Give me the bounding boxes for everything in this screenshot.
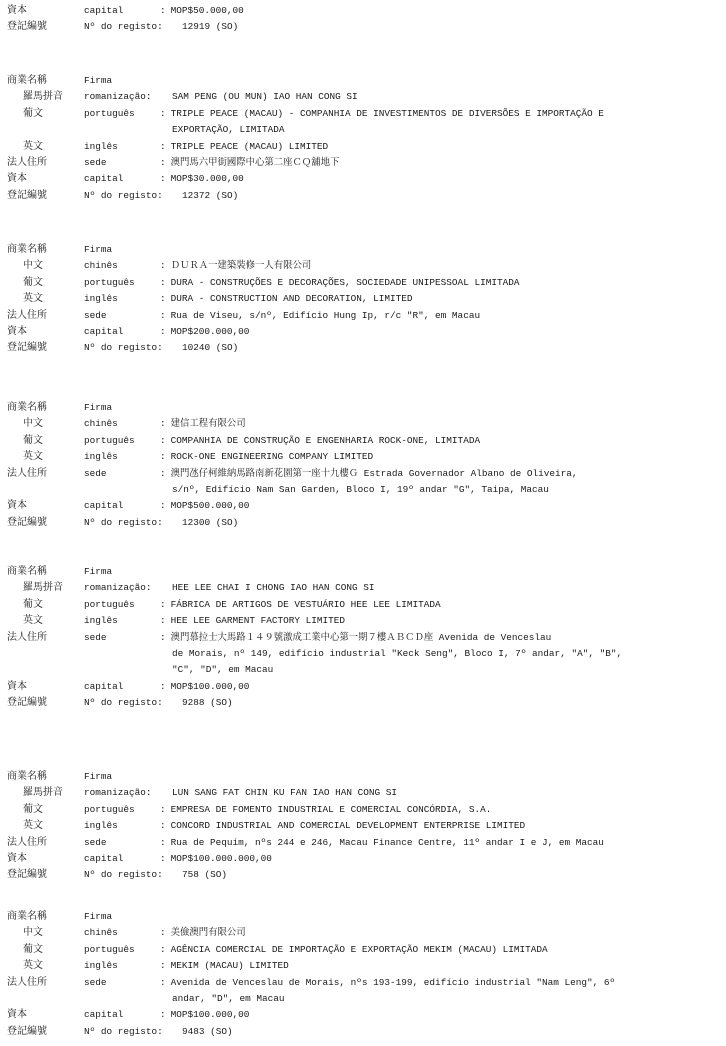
field-value bbox=[182, 696, 233, 709]
field-label-portuguese: Nº do registo: bbox=[84, 869, 163, 881]
field-value-text: EXPORTAÇÃO, LIMITADA bbox=[172, 124, 285, 136]
field-label-portuguese: inglês bbox=[84, 293, 118, 305]
field-separator: : bbox=[160, 927, 166, 939]
field-separator: : bbox=[160, 157, 166, 168]
field-value bbox=[160, 309, 480, 322]
field-value bbox=[160, 292, 413, 305]
field-separator: : bbox=[160, 803, 166, 815]
field-label-portuguese: Nº do registo: bbox=[84, 1025, 163, 1037]
field-separator: : bbox=[160, 976, 166, 988]
field-label-chinese: 法人住所 bbox=[7, 836, 47, 848]
field-label-portuguese: português bbox=[84, 598, 135, 610]
field-label-chinese: 法人住所 bbox=[7, 976, 47, 988]
field-label-portuguese: capital bbox=[84, 1009, 124, 1021]
field-label-portuguese: sede bbox=[84, 976, 107, 988]
field-value bbox=[172, 581, 375, 594]
field-value bbox=[182, 341, 238, 354]
field-value-text: MOP$100.000,00 bbox=[170, 680, 250, 692]
field-value bbox=[160, 259, 311, 272]
field-value-text: TRIPLE PEACE (MACAU) - COMPANHIA DE INVESTIMENTOS DE DIVERSÕES E IMPORTAÇÃO E bbox=[170, 107, 604, 119]
field-value bbox=[160, 276, 519, 289]
field-value-text: HEE LEE CHAI I CHONG IAO HAN CONG SI bbox=[172, 582, 375, 594]
field-value bbox=[182, 189, 238, 202]
field-value-text: SAM PENG (OU MUN) IAO HAN CONG SI bbox=[172, 91, 358, 103]
field-value-text: FÁBRICA DE ARTIGOS DE VESTUÁRIO HEE LEE LIMITADA bbox=[170, 598, 441, 610]
field-label-portuguese: Firma bbox=[84, 911, 113, 922]
field-value bbox=[160, 325, 249, 338]
field-separator: : bbox=[160, 615, 166, 627]
field-separator: : bbox=[160, 598, 166, 610]
field-value-text: ROCK-ONE ENGINEERING COMPANY LIMITED bbox=[170, 451, 374, 463]
field-label-chinese: 英文 bbox=[23, 451, 43, 463]
field-value-text: Rua de Viseu, s/nº, Edifício Hung Ip, r/c "R", em Macau bbox=[170, 309, 481, 321]
field-label-chinese: 法人住所 bbox=[7, 157, 47, 168]
field-value-text: "C", "D", em Macau bbox=[172, 664, 274, 676]
field-label-chinese: 資本 bbox=[7, 853, 27, 864]
field-value-text: 12300 (SO) bbox=[182, 516, 239, 528]
field-value-text: 12372 (SO) bbox=[182, 189, 239, 201]
field-value bbox=[182, 516, 238, 529]
field-label-chinese: 登記編號 bbox=[7, 342, 47, 354]
field-label-portuguese: Firma bbox=[84, 566, 113, 577]
field-label-portuguese: chinês bbox=[84, 927, 118, 939]
field-value-text: MOP$200.000,00 bbox=[170, 326, 250, 337]
field-value-text: 澳門慕拉士大馬路１４９號激成工業中心第一期７樓ＡＢＣＤ座 Avenida de Venceslau bbox=[170, 631, 552, 643]
field-value bbox=[160, 976, 615, 989]
field-value bbox=[160, 417, 246, 430]
field-label-portuguese: chinês bbox=[84, 260, 118, 272]
field-value-text: MOP$100.000.000,00 bbox=[170, 853, 272, 864]
field-value-text: MOP$50.000,00 bbox=[170, 5, 244, 16]
field-separator: : bbox=[160, 853, 166, 864]
field-label-portuguese: Nº do registo: bbox=[84, 697, 163, 709]
field-value bbox=[172, 90, 358, 103]
field-label-chinese: 葡文 bbox=[23, 107, 43, 119]
field-label-chinese: 葡文 bbox=[23, 943, 43, 955]
field-value-text: 建信工程有限公司 bbox=[170, 418, 246, 430]
field-value bbox=[160, 156, 339, 169]
field-label-chinese: 登記編號 bbox=[7, 697, 47, 709]
field-label-chinese: 商業名稱 bbox=[7, 566, 47, 577]
field-value bbox=[160, 467, 578, 480]
field-label-chinese: 登記編號 bbox=[7, 189, 47, 201]
field-value-text: 澳門氹仔柯維納馬路南新花園第一座十九樓Ｇ Estrada Governador Albano de Oliveira, bbox=[170, 467, 578, 479]
field-separator: : bbox=[160, 820, 166, 832]
field-separator: : bbox=[160, 293, 166, 305]
field-label-portuguese: chinês bbox=[84, 418, 118, 430]
field-label-portuguese: romanização: bbox=[84, 91, 152, 103]
field-separator: : bbox=[160, 418, 166, 430]
field-value-text: 12919 (SO) bbox=[182, 21, 239, 32]
field-value bbox=[160, 614, 345, 627]
field-value-text: DURA - CONSTRUCTION AND DECORATION, LIMITED bbox=[170, 293, 413, 305]
field-label-chinese: 資本 bbox=[7, 500, 27, 512]
field-label-portuguese: português bbox=[84, 803, 135, 815]
field-label-portuguese: capital bbox=[84, 173, 124, 185]
field-value-text: de Morais, nº 149, edifício industrial "Keck Seng", Bloco I, 7º andar, "A", "B", bbox=[172, 648, 623, 659]
field-separator: : bbox=[160, 140, 166, 152]
field-label-portuguese: inglês bbox=[84, 960, 118, 972]
field-value-text: andar, "D", em Macau bbox=[172, 993, 285, 1004]
field-label-chinese: 英文 bbox=[23, 960, 43, 972]
field-label-portuguese: português bbox=[84, 107, 135, 119]
field-label-chinese: 登記編號 bbox=[7, 1025, 47, 1037]
field-label-chinese: 羅馬拼音 bbox=[23, 582, 63, 594]
field-label-portuguese: sede bbox=[84, 836, 107, 848]
field-label-portuguese: português bbox=[84, 276, 135, 288]
field-label-portuguese: sede bbox=[84, 467, 107, 479]
field-value bbox=[160, 819, 525, 832]
field-label-chinese: 商業名稱 bbox=[7, 911, 47, 922]
field-value-text: Avenida de Venceslau de Morais, nºs 193-199, edifício industrial "Nam Leng", 6º bbox=[170, 976, 616, 988]
field-value bbox=[160, 943, 548, 956]
field-label-chinese: 登記編號 bbox=[7, 516, 47, 528]
field-value-text: MOP$30.000,00 bbox=[170, 173, 244, 185]
field-label-portuguese: Firma bbox=[84, 75, 113, 86]
field-label-portuguese: Nº do registo: bbox=[84, 342, 163, 354]
field-label-chinese: 資本 bbox=[7, 5, 27, 16]
field-label-chinese: 法人住所 bbox=[7, 467, 47, 479]
field-value bbox=[160, 836, 604, 849]
field-label-portuguese: inglês bbox=[84, 615, 118, 627]
field-label-portuguese: inglês bbox=[84, 140, 118, 152]
field-value bbox=[160, 499, 249, 512]
field-value bbox=[160, 107, 604, 120]
field-value bbox=[182, 1025, 233, 1038]
field-value bbox=[160, 140, 328, 153]
field-label-portuguese: inglês bbox=[84, 451, 118, 463]
field-value-text: LUN SANG FAT CHIN KU FAN IAO HAN CONG SI bbox=[172, 787, 398, 799]
field-value-text: 10240 (SO) bbox=[182, 342, 239, 354]
field-value-text: 美儉澳門有限公司 bbox=[170, 927, 246, 939]
field-label-chinese: 資本 bbox=[7, 1009, 27, 1021]
field-value bbox=[160, 1008, 249, 1021]
field-separator: : bbox=[160, 173, 166, 185]
field-separator: : bbox=[160, 107, 166, 119]
field-value-text: 758 (SO) bbox=[182, 869, 228, 881]
field-value-text: HEE LEE GARMENT FACTORY LIMITED bbox=[170, 615, 346, 627]
field-value-text: s/nº, Edifício Nam San Garden, Bloco I, 19º andar "G", Taipa, Macau bbox=[172, 484, 549, 495]
field-separator: : bbox=[160, 326, 166, 337]
field-label-chinese: 登記編號 bbox=[7, 21, 47, 32]
field-separator: : bbox=[160, 434, 166, 446]
field-separator: : bbox=[160, 836, 166, 848]
field-value-text: MOP$100.000,00 bbox=[170, 1009, 250, 1021]
field-separator: : bbox=[160, 960, 166, 972]
field-value bbox=[172, 786, 397, 799]
field-value-text: 澳門馬六甲街國際中心第二座ＣＱ舖地下 bbox=[170, 157, 340, 168]
field-value-text: MOP$500.000,00 bbox=[170, 500, 250, 512]
field-separator: : bbox=[160, 500, 166, 512]
field-separator: : bbox=[160, 451, 166, 463]
field-label-portuguese: inglês bbox=[84, 820, 118, 832]
field-value bbox=[182, 868, 227, 881]
field-separator: : bbox=[160, 309, 166, 321]
field-label-chinese: 中文 bbox=[23, 418, 43, 430]
field-value-text: CONCORD INDUSTRIAL AND COMERCIAL DEVELOPMENT ENTERPRISE LIMITED bbox=[170, 820, 526, 832]
field-value bbox=[160, 680, 249, 693]
field-label-chinese: 葡文 bbox=[23, 434, 43, 446]
field-value-text: 9483 (SO) bbox=[182, 1025, 233, 1037]
field-label-chinese: 登記編號 bbox=[7, 869, 47, 881]
field-label-portuguese: sede bbox=[84, 157, 107, 168]
field-value-text: TRIPLE PEACE (MACAU) LIMITED bbox=[170, 140, 329, 152]
field-label-chinese: 資本 bbox=[7, 326, 27, 337]
field-label-portuguese: capital bbox=[84, 680, 124, 692]
field-label-chinese: 法人住所 bbox=[7, 309, 47, 321]
field-value bbox=[160, 598, 441, 611]
field-value-text: ＤＵＲＡ一建築裝修一人有限公司 bbox=[170, 260, 312, 272]
field-separator: : bbox=[160, 631, 166, 643]
field-label-chinese: 法人住所 bbox=[7, 631, 47, 643]
field-value-text: COMPANHIA DE CONSTRUÇÃO E ENGENHARIA ROCK-ONE, LIMITADA bbox=[170, 434, 481, 446]
field-separator: : bbox=[160, 680, 166, 692]
field-separator: : bbox=[160, 260, 166, 272]
field-label-portuguese: romanização: bbox=[84, 582, 152, 594]
field-value-text: Rua de Pequim, nºs 244 e 246, Macau Finance Centre, 11º andar I e J, em Macau bbox=[170, 836, 604, 848]
field-value bbox=[160, 852, 272, 865]
field-label-chinese: 英文 bbox=[23, 820, 43, 832]
field-label-portuguese: Firma bbox=[84, 244, 113, 255]
field-separator: : bbox=[160, 1009, 166, 1021]
field-value bbox=[160, 631, 551, 644]
field-value-text: DURA - CONSTRUÇÕES E DECORAÇÕES, SOCIEDADE UNIPESSOAL LIMITADA bbox=[170, 276, 520, 288]
field-value bbox=[182, 20, 238, 33]
field-value-text: EMPRESA DE FOMENTO INDUSTRIAL E COMERCIAL CONCÓRDIA, S.A. bbox=[170, 803, 492, 815]
field-label-portuguese: Nº do registo: bbox=[84, 21, 163, 32]
field-value bbox=[160, 803, 491, 816]
field-label-chinese: 商業名稱 bbox=[7, 771, 47, 782]
field-label-portuguese: português bbox=[84, 943, 135, 955]
field-label-portuguese: Firma bbox=[84, 402, 113, 413]
field-label-portuguese: português bbox=[84, 434, 135, 446]
field-value bbox=[160, 4, 244, 17]
field-label-chinese: 英文 bbox=[23, 140, 43, 152]
field-label-portuguese: sede bbox=[84, 309, 107, 321]
field-label-chinese: 葡文 bbox=[23, 803, 43, 815]
field-value-text: 9288 (SO) bbox=[182, 697, 233, 709]
field-value bbox=[160, 926, 246, 939]
field-value bbox=[160, 434, 480, 447]
field-label-chinese: 羅馬拼音 bbox=[23, 787, 63, 799]
field-label-chinese: 羅馬拼音 bbox=[23, 91, 63, 103]
field-label-portuguese: Firma bbox=[84, 771, 113, 782]
field-label-chinese: 資本 bbox=[7, 173, 27, 185]
field-label-portuguese: romanização: bbox=[84, 787, 152, 799]
field-value bbox=[160, 959, 289, 972]
field-label-portuguese: capital bbox=[84, 5, 124, 16]
field-label-portuguese: capital bbox=[84, 853, 124, 864]
field-label-portuguese: capital bbox=[84, 326, 124, 337]
field-label-chinese: 商業名稱 bbox=[7, 402, 47, 413]
field-separator: : bbox=[160, 5, 166, 16]
field-label-chinese: 英文 bbox=[23, 293, 43, 305]
field-label-chinese: 中文 bbox=[23, 927, 43, 939]
field-label-portuguese: capital bbox=[84, 500, 124, 512]
field-label-chinese: 商業名稱 bbox=[7, 244, 47, 255]
field-value-text: AGÊNCIA COMERCIAL DE IMPORTAÇÃO E EXPORTAÇÃO MEKIM (MACAU) LIMITADA bbox=[170, 943, 548, 955]
field-separator: : bbox=[160, 943, 166, 955]
field-label-portuguese: Nº do registo: bbox=[84, 189, 163, 201]
field-value-text: MEKIM (MACAU) LIMITED bbox=[170, 960, 289, 972]
field-label-chinese: 葡文 bbox=[23, 598, 43, 610]
field-label-chinese: 資本 bbox=[7, 680, 27, 692]
field-label-portuguese: sede bbox=[84, 631, 107, 643]
field-separator: : bbox=[160, 467, 166, 479]
field-value bbox=[160, 172, 244, 185]
field-separator: : bbox=[160, 276, 166, 288]
field-label-chinese: 葡文 bbox=[23, 276, 43, 288]
field-label-portuguese: Nº do registo: bbox=[84, 516, 163, 528]
field-label-chinese: 中文 bbox=[23, 260, 43, 272]
field-label-chinese: 商業名稱 bbox=[7, 75, 47, 86]
field-value bbox=[160, 450, 373, 463]
field-label-chinese: 英文 bbox=[23, 615, 43, 627]
